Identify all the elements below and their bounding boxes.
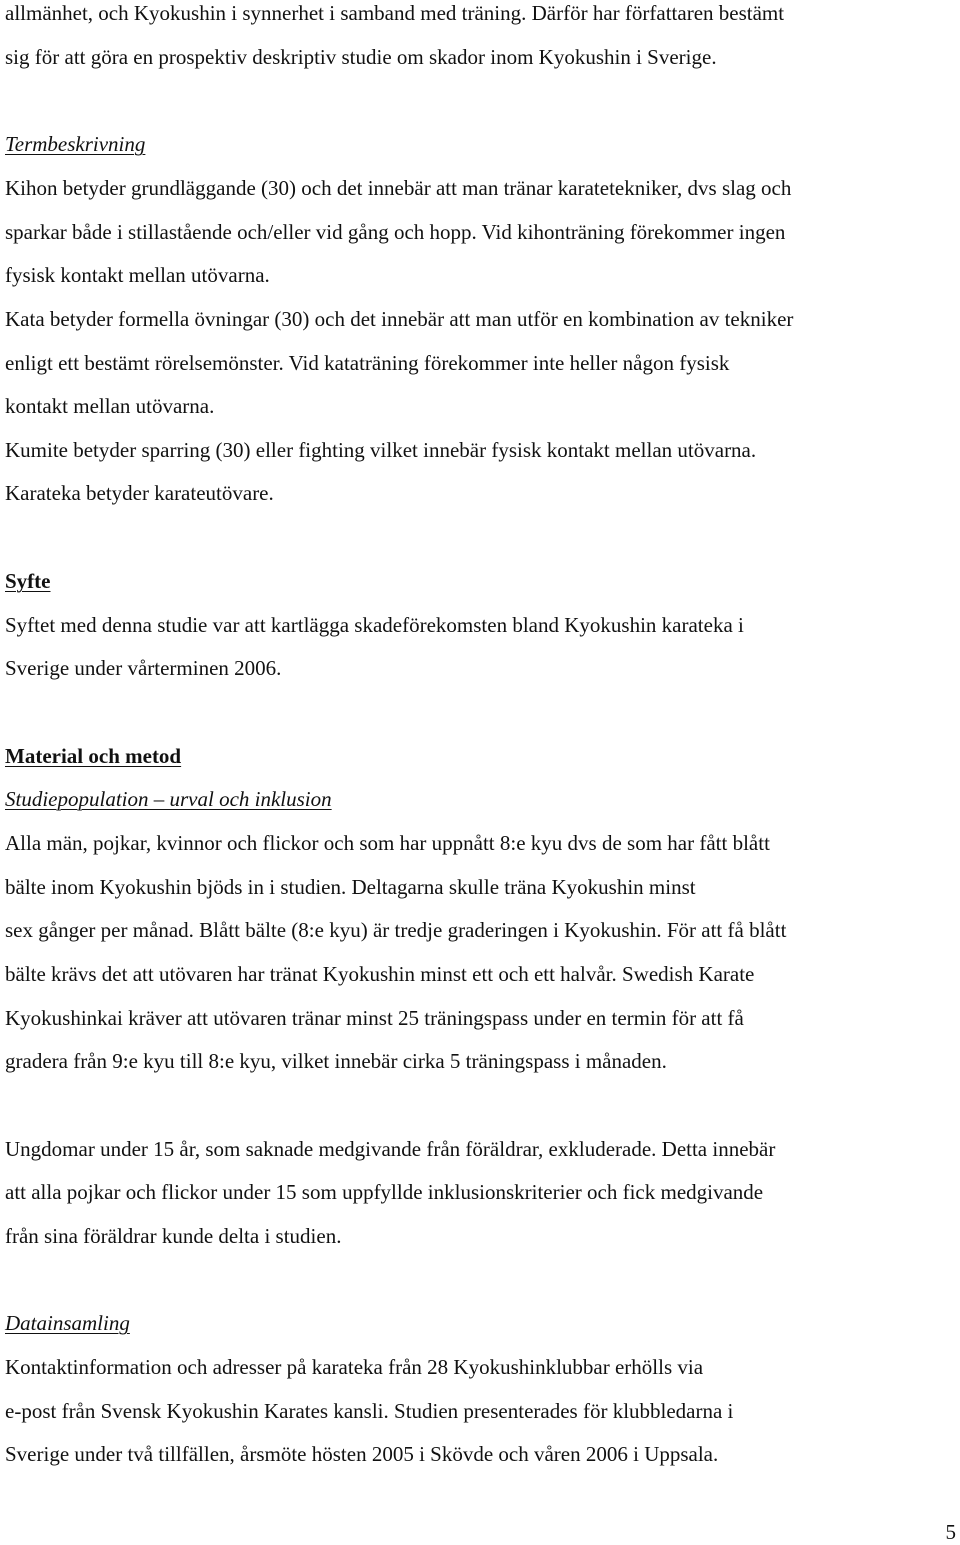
intro-line-1: allmänhet, och Kyokushin i synnerhet i samband med träning. Därför har författaren bestämt bbox=[5, 1, 785, 25]
datainsamling-line: Kontaktinformation och adresser på karateka från 28 Kyokushinklubbar erhölls via bbox=[5, 1355, 704, 1379]
datainsamling-line: e-post från Svensk Kyokushin Karates kansli. Studien presenterades för klubbledarna i bbox=[5, 1399, 734, 1423]
material-line: bälte inom Kyokushin bjöds in i studien. Deltagarna skulle träna Kyokushin minst bbox=[5, 875, 696, 899]
datainsamling-line: Sverige under två tillfällen, årsmöte hösten 2005 i Skövde och våren 2006 i Uppsala. bbox=[5, 1442, 719, 1466]
material-line: bälte krävs det att utövaren har tränat Kyokushin minst ett och ett halvår. Swedish Karate bbox=[5, 962, 755, 986]
termbeskrivning-heading: Termbeskrivning bbox=[5, 132, 146, 156]
syfte-heading: Syfte bbox=[5, 569, 51, 593]
termbeskrivning-line: sparkar både i stillastående och/eller vid gång och hopp. Vid kihonträning förekommer ingen bbox=[5, 220, 786, 244]
syfte-line: Sverige under vårterminen 2006. bbox=[5, 656, 282, 680]
termbeskrivning-line: Kumite betyder sparring (30) eller fighting vilket innebär fysisk kontakt mellan utövarna. bbox=[5, 438, 757, 462]
material-line: Kyokushinkai kräver att utövaren tränar minst 25 träningspass under en termin för att få bbox=[5, 1006, 744, 1030]
material-heading: Material och metod bbox=[5, 744, 182, 768]
page-number: 5 bbox=[945, 1520, 956, 1544]
material-line: gradera från 9:e kyu till 8:e kyu, vilket innebär cirka 5 träningspass i månaden. bbox=[5, 1049, 667, 1073]
material-line: Ungdomar under 15 år, som saknade medgivande från föräldrar, exkluderade. Detta innebär bbox=[5, 1137, 776, 1161]
studiepopulation-subheading: Studiepopulation – urval och inklusion bbox=[5, 787, 332, 811]
termbeskrivning-line: Karateka betyder karateutövare. bbox=[5, 481, 274, 505]
termbeskrivning-line: fysisk kontakt mellan utövarna. bbox=[5, 263, 270, 287]
syfte-line: Syftet med denna studie var att kartlägga skadeförekomsten bland Kyokushin karateka i bbox=[5, 613, 744, 637]
intro-line-2: sig för att göra en prospektiv deskriptiv studie om skador inom Kyokushin i Sverige. bbox=[5, 45, 717, 69]
termbeskrivning-line: kontakt mellan utövarna. bbox=[5, 394, 215, 418]
material-line: från sina föräldrar kunde delta i studien. bbox=[5, 1224, 342, 1248]
termbeskrivning-line: Kata betyder formella övningar (30) och det innebär att man utför en kombination av tekniker bbox=[5, 307, 794, 331]
material-line: att alla pojkar och flickor under 15 som uppfyllde inklusionskriterier och fick medgivande bbox=[5, 1180, 764, 1204]
material-line: sex gånger per månad. Blått bälte (8:e kyu) är tredje graderingen i Kyokushin. För att få blått bbox=[5, 918, 787, 942]
termbeskrivning-line: Kihon betyder grundläggande (30) och det innebär att man tränar karatetekniker, dvs slag och bbox=[5, 176, 792, 200]
material-line: Alla män, pojkar, kvinnor och flickor och som har uppnått 8:e kyu dvs de som har fått blått bbox=[5, 831, 770, 855]
termbeskrivning-line: enligt ett bestämt rörelsemönster. Vid kataträning förekommer inte heller någon fysisk bbox=[5, 351, 730, 375]
datainsamling-heading: Datainsamling bbox=[5, 1311, 130, 1335]
